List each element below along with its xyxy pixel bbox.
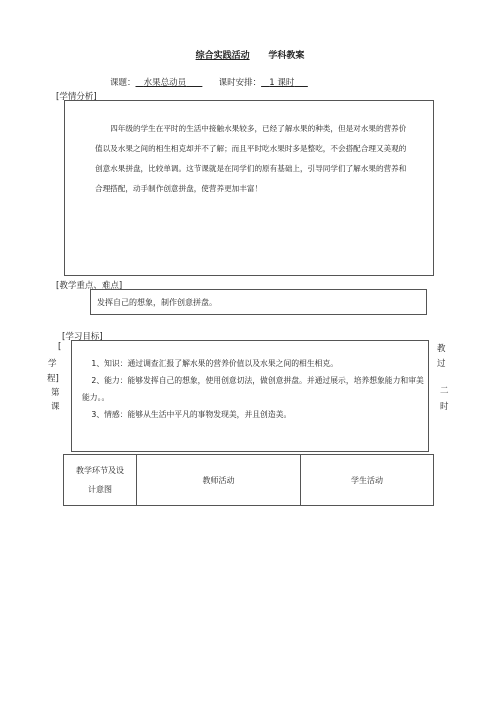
objective-item: 3、情感：能够从生活中平凡的事物发现美，并且创造美。 — [91, 410, 292, 419]
key-points-label: [教学重点、难点] — [56, 281, 123, 291]
key-points-box — [90, 289, 427, 315]
document-title — [0, 48, 500, 61]
objectives-list — [82, 355, 427, 423]
topic-value: 水果总动员 — [143, 78, 187, 88]
table-header-stage: 教学环节及设 计意图 — [64, 455, 137, 506]
title-suffix: 学科教案 — [268, 51, 305, 61]
objectives-box — [71, 340, 429, 452]
lesson-plan-table — [63, 454, 434, 506]
title-subject: 综合实践活动 — [195, 51, 250, 61]
student-analysis-box — [64, 100, 434, 276]
table-header-student: 学生活动 — [301, 455, 434, 506]
topic-label: 课题： — [110, 78, 136, 88]
side-right-char: 教 — [437, 344, 446, 354]
hours-label: 课时安排： — [218, 78, 262, 88]
student-analysis-text: 四年级的学生在平时的生活中接触水果较多，已经了解水果的种类，但是对水果的营养价值以及水果之间的相生相克却并不了解；而且平时吃水果时多是整吃，不会搭配合理又美观的创意水果拼盘，比较单调。这节课就是在同学们的原有基础上，引导同学们了解水果的营养和合理搭配，动手制作创意拼盘，使营养更加丰富！ — [95, 124, 407, 193]
side-left-char: 程] — [47, 374, 59, 384]
lesson-meta — [110, 76, 308, 88]
side-left-char: 学 — [48, 359, 57, 369]
side-right-char: 时 — [440, 402, 449, 412]
objectives-label: [学习目标] — [62, 332, 103, 342]
side-left-char: 第 — [51, 388, 60, 398]
hours-value: 1 课时 — [269, 78, 295, 88]
side-left-char: 课 — [51, 402, 60, 412]
side-left-char: [ — [58, 342, 62, 352]
objective-item: 1、知识：通过调查汇报了解水果的营养价值以及水果之间的相生相克。 — [91, 359, 339, 368]
side-right-char: 过 — [437, 359, 446, 369]
table-header-teacher: 教师活动 — [137, 455, 301, 506]
side-right-char: 二 — [440, 386, 449, 396]
student-analysis-label: [学情分析] — [56, 92, 97, 102]
table-row — [64, 455, 434, 506]
key-points-text: 发挥自己的想象，制作创意拼盘。 — [97, 298, 217, 307]
objective-item: 2、能力：能够发挥自己的想象，使用创意切法，做创意拼盘。并通过展示，培养想象能力和审美能力。。 — [82, 376, 424, 402]
